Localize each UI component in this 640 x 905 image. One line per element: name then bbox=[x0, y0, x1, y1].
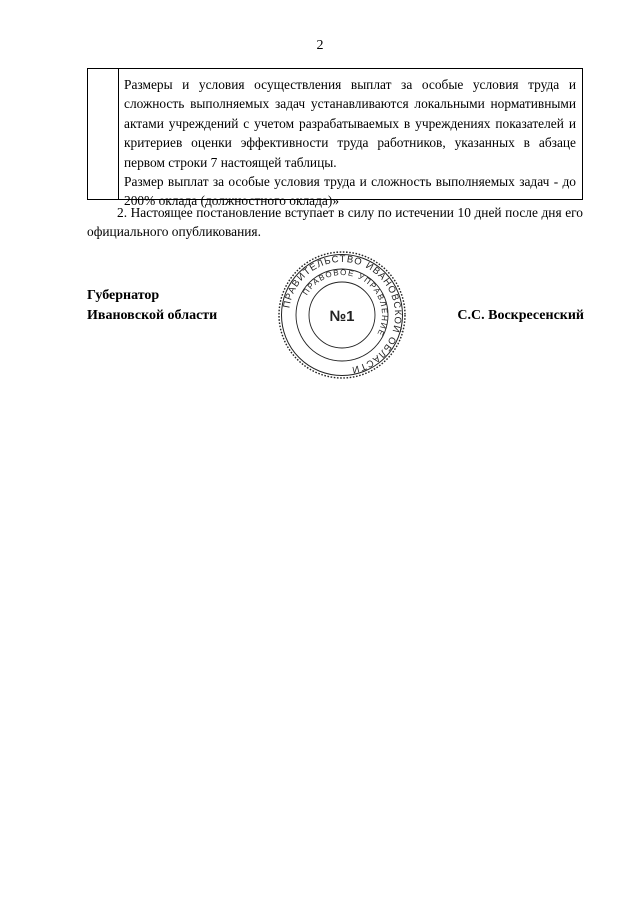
table-fragment bbox=[87, 68, 583, 209]
seal-center-text: №1 bbox=[329, 308, 355, 325]
signatory-title bbox=[87, 286, 217, 326]
table-cell-text bbox=[124, 75, 576, 211]
official-seal-icon bbox=[276, 249, 408, 381]
table-paragraph-2: Размер выплат за особые условия труда и сложность выполняемых задач - до 200% оклада (должностного оклада)» bbox=[124, 174, 576, 209]
table-empty-column bbox=[88, 69, 119, 199]
signatory-title-line-1: Губернатор bbox=[87, 288, 160, 303]
clause-2: 2. Настоящее постановление вступает в силу по истечении 10 дней после дня его официального опубликования. bbox=[87, 205, 583, 240]
seal-outer-text: ПРАВИТЕЛЬСТВО ИВАНОВСКОЙ ОБЛАСТИ bbox=[281, 253, 404, 376]
page-number: 2 bbox=[316, 38, 324, 53]
seal-inner-text: ПРАВОВОЕ УПРАВЛЕНИЕ bbox=[301, 267, 390, 339]
table-paragraph-1: Размеры и условия осуществления выплат за особые условия труда и сложность выполняемых задач устанавливаются локальными нормативными актами учреждений с учетом разрабатываемых в учреждениях показателей и критериев оценки эффективности труда работников, указанных в абзаце первом строки 7 настоящей таблицы. bbox=[124, 77, 576, 170]
signatory-title-line-2: Ивановской области bbox=[87, 308, 218, 323]
signatory-name: С.С. Воскресенский bbox=[457, 308, 584, 323]
